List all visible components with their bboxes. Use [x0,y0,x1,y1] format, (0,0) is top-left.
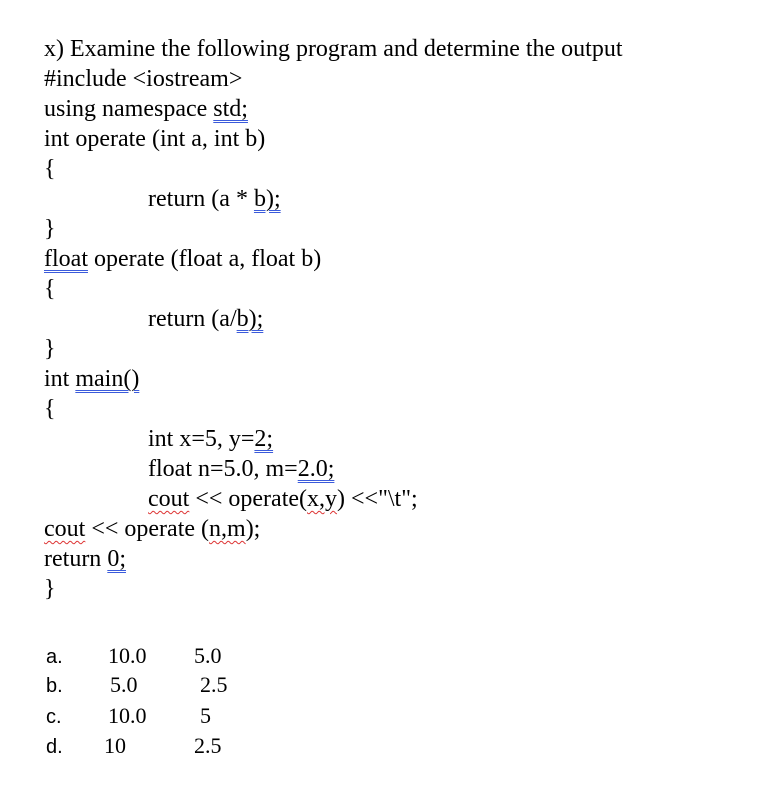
code-decl-float: float n=5.0, m=2.0; [148,456,335,482]
code-int-main: int main() [44,366,140,392]
code-using: using namespace std; [44,96,248,122]
code-return-multiply: return (a * b); [148,186,281,212]
code-float-operate: float operate (float a, float b) [44,246,322,272]
code-return-zero: return 0; [44,546,126,572]
code-include: #include <iostream> [44,66,243,92]
code-close-brace-2: } [44,336,56,362]
code-close-brace-1: } [44,216,56,242]
code-open-brace-1: { [44,156,56,182]
code-cout-int: cout << operate(x,y) <<"\t"; [148,486,418,512]
code-close-brace-3: } [44,576,56,602]
code-int-operate: int operate (int a, int b) [44,126,266,152]
code-return-divide: return (a/b); [148,306,264,332]
grammar-underline-std: std; [213,96,248,122]
code-decl-int: int x=5, y=2; [148,426,274,452]
code-open-brace-3: { [44,396,56,422]
code-cout-float: cout << operate (n,m); [44,516,261,542]
question-title: x) Examine the following program and determine the output [44,36,623,62]
code-open-brace-2: { [44,276,56,302]
